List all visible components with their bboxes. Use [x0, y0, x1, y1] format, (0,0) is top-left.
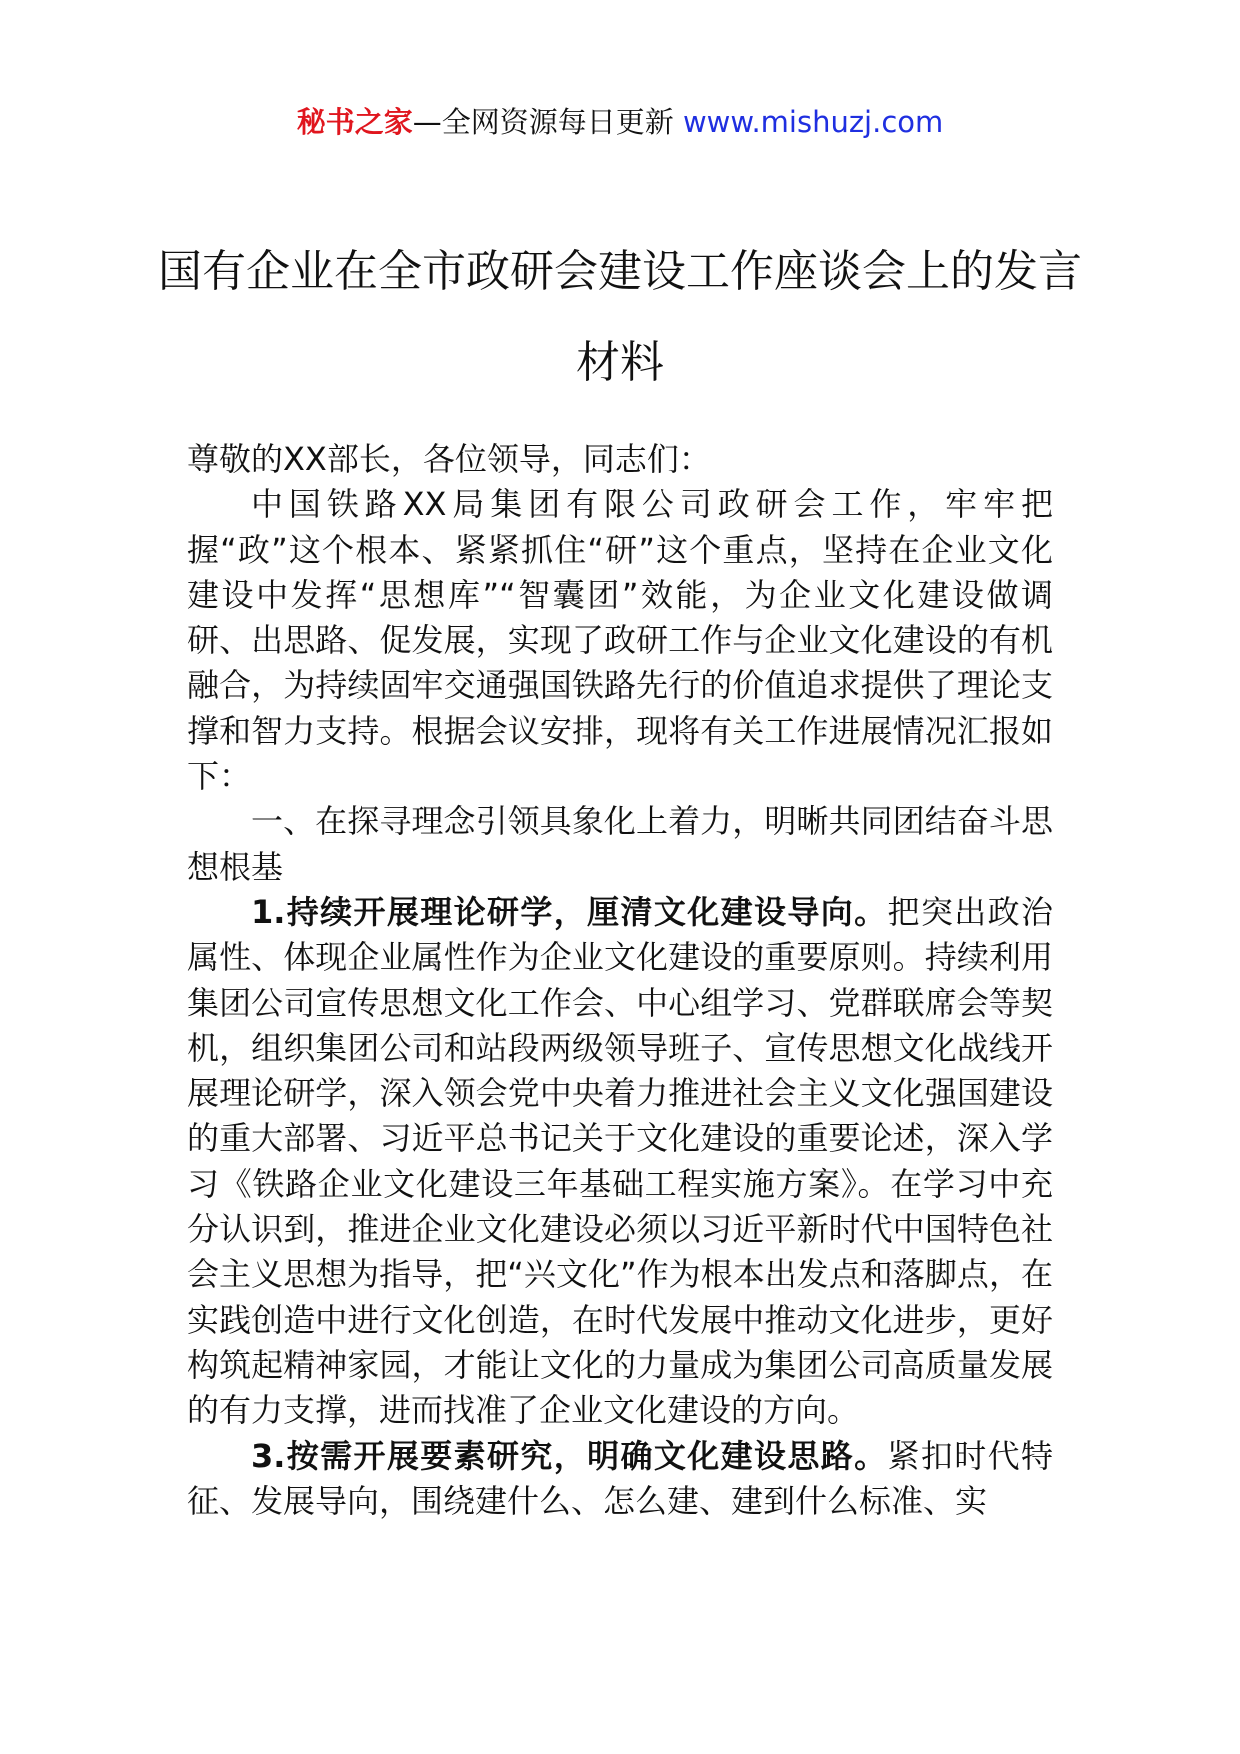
header-tagline: —全网资源每日更新 — [412, 105, 683, 139]
document-title: 国有企业在全市政研会建设工作座谈会上的发言材料 — [158, 246, 1082, 388]
intro-paragraph: 中国铁路XX局集团有限公司政研会工作，牢牢把握“政”这个根本、紧紧抓住“研”这个重点，坚持在企业文化建设中发挥“思想库”“智囊团”效能，为企业文化建设做调研、出思路、促发展，实现了政研工作与企业文化建设的有机融合，为持续固牢交通强国铁路先行的价值追求提供了理论支撑和智力支持。根据会议安排，现将有关工作进展情况汇报如下： — [187, 485, 1053, 796]
salutation: 尊敬的XX部长，各位领导，同志们： — [187, 440, 711, 478]
section-heading-1: 一、在探寻理念引领具象化上着力，明晰共同团结奋斗思想根基 — [187, 802, 1053, 886]
brand-name: 秘书之家 — [296, 105, 413, 139]
item-1-body: 把突出政治属性、体现企业属性作为企业文化建设的重要原则。持续利用集团公司宣传思想文化工作会、中心组学习、党群联席会等契机，组织集团公司和站段两级领导班子、宣传思想文化战线开展理论研学，深入领会党中央着力推进社会主义文化强国建设的重大部署、习近平总书记关于文化建设的重要论述，深入学习《铁路企业文化建设三年基础工程实施方案》。在学习中充分认识到，推进企业文化建设必须以习近平新时代中国特色社会主义思想为指导，把“兴文化”作为根本出发点和落脚点，在实践创造中进行文化创造，在时代发展中推动文化进步，更好构筑起精神家园，才能让文化的力量成为集团公司高质量发展的有力支撑，进而找准了企业文化建设的方向。 — [187, 892, 1053, 1430]
document-body — [187, 437, 1053, 1524]
item-3-body: 紧扣时代特征、发展导向，围绕建什么、怎么建、建到什么标准、实 — [187, 1436, 1053, 1520]
item-1-lead: 1.持续开展理论研学，厘清文化建设导向。 — [251, 892, 888, 931]
site-url-link[interactable]: www.mishuzj.com — [682, 105, 944, 139]
item-1-paragraph — [187, 890, 1053, 1434]
site-header — [0, 100, 1240, 144]
item-3-lead: 3.按需开展要素研究，明确文化建设思路。 — [251, 1436, 888, 1475]
item-3-paragraph — [187, 1434, 1053, 1525]
